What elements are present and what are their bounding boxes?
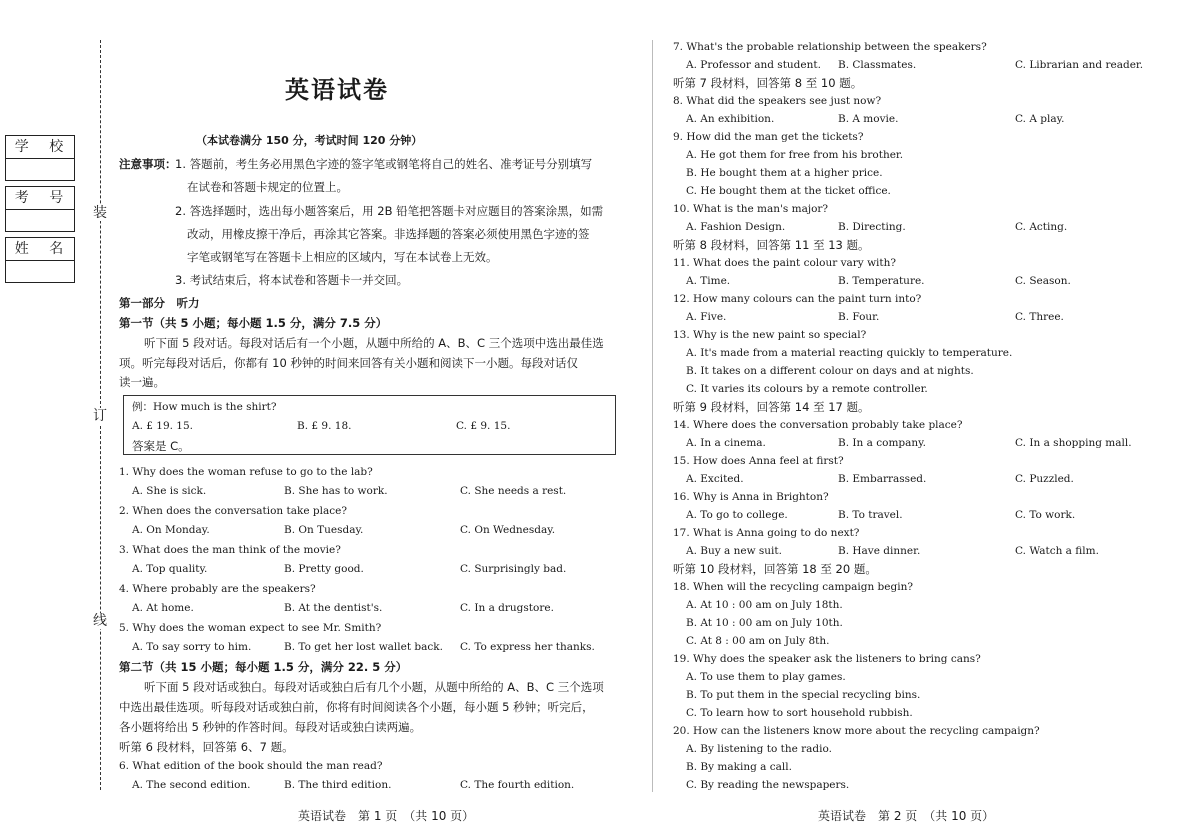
option-6c: C. The fourth edition.	[460, 779, 575, 791]
sec1-intro2: 项。听完每段对话后，你都有 10 秒钟的时间来回答有关小题和阅读下一小题。每段对话仅	[119, 356, 578, 370]
name-label: 姓 名	[6, 238, 74, 261]
question-11: 11. What does the paint colour vary with?	[673, 257, 897, 269]
question-6: 6. What edition of the book should the man read?	[119, 760, 383, 772]
sec1-intro1: 听下面 5 段对话。每段对话后有一个小题，从题中所给的 A、B、C 三个选项中选出最佳选	[144, 336, 604, 350]
school-label: 学 校	[6, 136, 74, 159]
option-3b: B. Pretty good.	[284, 563, 364, 575]
example-option-b: B. £ 9. 18.	[297, 420, 352, 432]
sec1-intro3: 读一遍。	[119, 375, 165, 389]
option-15c: C. Puzzled.	[1015, 473, 1074, 485]
question-18: 18. When will the recycling campaign begin?	[673, 581, 913, 593]
material-7-heading: 听第 7 段材料，回答第 8 至 10 题。	[673, 76, 863, 90]
option-3c: C. Surprisingly bad.	[460, 563, 567, 575]
option-11a: A. Time.	[686, 275, 731, 287]
sec1-title: 第一节（共 5 小题；每小题 1.5 分，满分 7.5 分）	[119, 316, 388, 330]
option-16c: C. To work.	[1015, 509, 1076, 521]
option-2b: B. On Tuesday.	[284, 524, 364, 536]
option-15b: B. Embarrassed.	[838, 473, 927, 485]
question-7: 7. What's the probable relationship between the speakers?	[673, 41, 987, 53]
option-9b: B. He bought them at a higher price.	[686, 167, 883, 179]
question-1: 1. Why does the woman refuse to go to the lab?	[119, 466, 373, 478]
option-4a: A. At home.	[132, 602, 194, 614]
page-title: 英语试卷	[285, 76, 389, 104]
option-20c: C. By reading the newspapers.	[686, 779, 850, 791]
material-9-heading: 听第 9 段材料，回答第 14 至 17 题。	[673, 400, 870, 414]
option-11b: B. Temperature.	[838, 275, 925, 287]
option-12a: A. Five.	[686, 311, 727, 323]
option-12b: B. Four.	[838, 311, 880, 323]
option-4b: B. At the dentist's.	[284, 602, 383, 614]
notes-item1a: 1. 答题前，考生务必用黑色字迹的签字笔或钢笔将自己的姓名、准考证号分别填写	[175, 157, 593, 171]
option-7b: B. Classmates.	[838, 59, 917, 71]
question-2: 2. When does the conversation take place?	[119, 505, 347, 517]
question-12: 12. How many colours can the paint turn into?	[673, 293, 922, 305]
notes-lead: 注意事项：	[119, 157, 177, 171]
page-divider	[652, 40, 653, 792]
option-18b: B. At 10 : 00 am on July 10th.	[686, 617, 843, 629]
name-field[interactable]	[5, 237, 75, 283]
exam-number-label: 考 号	[6, 187, 74, 210]
option-15a: A. Excited.	[686, 473, 744, 485]
question-13: 13. Why is the new paint so special?	[673, 329, 867, 341]
option-19c: C. To learn how to sort household rubbish.	[686, 707, 913, 719]
option-5b: B. To get her lost wallet back.	[284, 641, 443, 653]
option-14a: A. In a cinema.	[686, 437, 766, 449]
option-9a: A. He got them for free from his brother.	[686, 149, 904, 161]
option-11c: C. Season.	[1015, 275, 1071, 287]
option-16a: A. To go to college.	[686, 509, 788, 521]
option-2a: A. On Monday.	[132, 524, 210, 536]
option-10c: C. Acting.	[1015, 221, 1068, 233]
question-19: 19. Why does the speaker ask the listeners to bring cans?	[673, 653, 981, 665]
question-8: 8. What did the speakers see just now?	[673, 95, 882, 107]
option-20a: A. By listening to the radio.	[686, 743, 832, 755]
material-8-heading: 听第 8 段材料，回答第 11 至 13 题。	[673, 238, 870, 252]
option-13b: B. It takes on a different colour on days and at nights.	[686, 365, 974, 377]
sec2-title: 第二节（共 15 小题；每小题 1.5 分，满分 22. 5 分）	[119, 660, 408, 674]
question-14: 14. Where does the conversation probably take place?	[673, 419, 963, 431]
option-17a: A. Buy a new suit.	[686, 545, 782, 557]
option-20b: B. By making a call.	[686, 761, 792, 773]
footer-page-1: 英语试卷 第 1 页 （共 10 页）	[298, 809, 475, 823]
question-16: 16. Why is Anna in Brighton?	[673, 491, 829, 503]
option-7c: C. Librarian and reader.	[1015, 59, 1144, 71]
school-field[interactable]	[5, 135, 75, 181]
question-4: 4. Where probably are the speakers?	[119, 583, 316, 595]
option-14c: C. In a shopping mall.	[1015, 437, 1132, 449]
option-1b: B. She has to work.	[284, 485, 388, 497]
part1-title: 第一部分 听力	[119, 296, 200, 310]
option-10a: A. Fashion Design.	[686, 221, 786, 233]
sec2-intro1: 听下面 5 段对话或独白。每段对话或独白后有几个小题，从题中所给的 A、B、C 三个选项	[144, 680, 604, 694]
option-6a: A. The second edition.	[132, 779, 251, 791]
option-8a: A. An exhibition.	[686, 113, 775, 125]
sec2-intro2: 中选出最佳选项。听每段对话或独白前，你将有时间阅读各个小题，每小题 5 秒钟；听完后，	[119, 700, 594, 714]
option-3a: A. Top quality.	[132, 563, 208, 575]
example-option-c: C. £ 9. 15.	[456, 420, 511, 432]
material-10-heading: 听第 10 段材料，回答第 18 至 20 题。	[673, 562, 877, 576]
option-9c: C. He bought them at the ticket office.	[686, 185, 891, 197]
option-10b: B. Directing.	[838, 221, 906, 233]
exam-info: （本试卷满分 150 分，考试时间 120 分钟）	[196, 134, 423, 147]
notes-item3: 3. 考试结束后，将本试卷和答题卡一并交回。	[175, 273, 409, 287]
option-1a: A. She is sick.	[132, 485, 207, 497]
material-6-heading: 听第 6 段材料，回答第 6、7 题。	[119, 740, 294, 754]
option-2c: C. On Wednesday.	[460, 524, 556, 536]
notes-item1b: 在试卷和答题卡规定的位置上。	[187, 180, 348, 194]
example-answer: 答案是 C。	[132, 439, 190, 453]
option-4c: C. In a drugstore.	[460, 602, 554, 614]
option-5c: C. To express her thanks.	[460, 641, 595, 653]
question-10: 10. What is the man's major?	[673, 203, 829, 215]
option-18c: C. At 8 : 00 am on July 8th.	[686, 635, 830, 647]
sec2-intro3: 各小题将给出 5 秒钟的作答时间。每段对话或独白读两遍。	[119, 720, 422, 734]
option-17b: B. Have dinner.	[838, 545, 921, 557]
option-18a: A. At 10 : 00 am on July 18th.	[686, 599, 843, 611]
option-8b: B. A movie.	[838, 113, 899, 125]
option-12c: C. Three.	[1015, 311, 1064, 323]
notes-item2a: 2. 答选择题时，选出每小题答案后，用 2B 铅笔把答题卡对应题目的答案涂黑，如需	[175, 204, 604, 218]
question-15: 15. How does Anna feel at first?	[673, 455, 844, 467]
option-7a: A. Professor and student.	[686, 59, 821, 71]
example-option-a: A. £ 19. 15.	[132, 420, 194, 432]
option-1c: C. She needs a rest.	[460, 485, 567, 497]
notes-item2c: 字笔或钢笔写在答题卡上相应的区域内，写在本试卷上无效。	[187, 250, 498, 264]
footer-page-2: 英语试卷 第 2 页 （共 10 页）	[818, 809, 995, 823]
question-17: 17. What is Anna going to do next?	[673, 527, 860, 539]
option-13a: A. It's made from a material reacting quickly to temperature.	[686, 347, 1013, 359]
binding-char-ding: 订	[93, 408, 107, 424]
option-17c: C. Watch a film.	[1015, 545, 1099, 557]
question-20: 20. How can the listeners know more about the recycling campaign?	[673, 725, 1040, 737]
question-3: 3. What does the man think of the movie?	[119, 544, 341, 556]
option-19b: B. To put them in the special recycling bins.	[686, 689, 921, 701]
question-5: 5. Why does the woman expect to see Mr. Smith?	[119, 622, 382, 634]
option-16b: B. To travel.	[838, 509, 903, 521]
exam-number-field[interactable]	[5, 186, 75, 232]
question-9: 9. How did the man get the tickets?	[673, 131, 864, 143]
option-5a: A. To say sorry to him.	[132, 641, 252, 653]
binding-char-zhuang: 装	[93, 205, 107, 221]
option-19a: A. To use them to play games.	[686, 671, 846, 683]
option-13c: C. It varies its colours by a remote controller.	[686, 383, 928, 395]
binding-char-xian: 线	[93, 613, 107, 629]
notes-item2b: 改动，用橡皮擦干净后，再涂其它答案。非选择题的答案必须使用黑色字迹的签	[187, 227, 590, 241]
option-14b: B. In a company.	[838, 437, 927, 449]
option-6b: B. The third edition.	[284, 779, 392, 791]
example-question: 例：How much is the shirt?	[132, 401, 277, 413]
option-8c: C. A play.	[1015, 113, 1065, 125]
